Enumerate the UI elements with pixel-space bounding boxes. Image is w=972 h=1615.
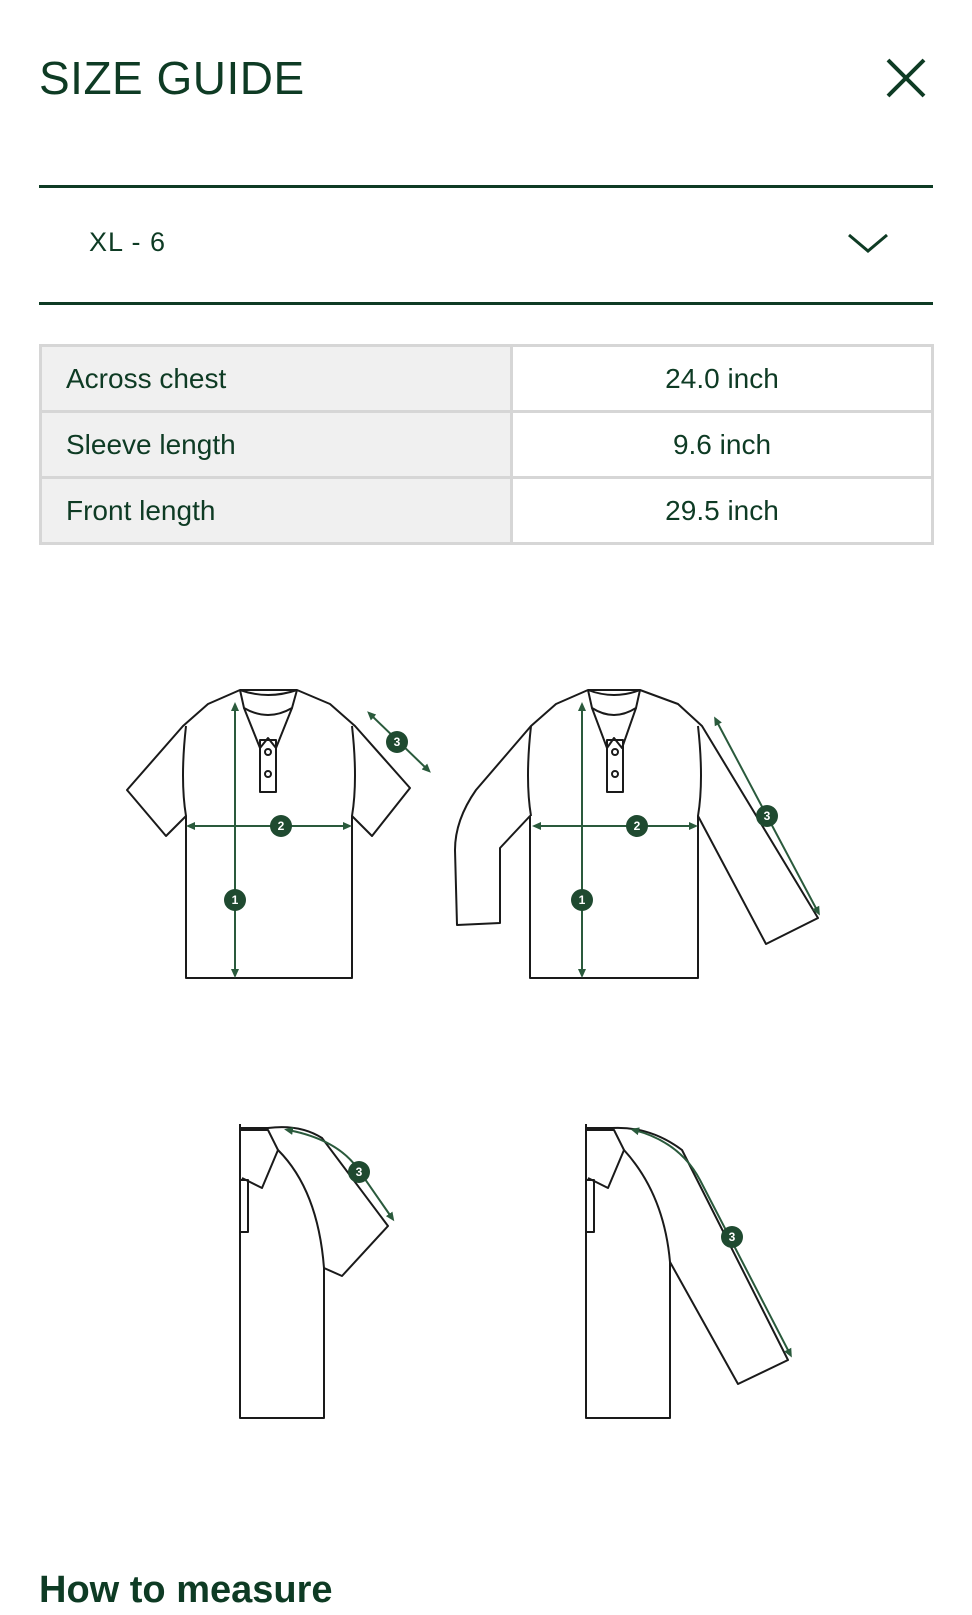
size-dropdown[interactable] (39, 188, 933, 302)
divider-bottom (39, 302, 933, 305)
svg-text:3: 3 (763, 809, 771, 823)
measurement-value: 29.5 inch (512, 478, 933, 544)
measurement-value: 9.6 inch (512, 412, 933, 478)
long-sleeve-side-illustration (586, 1124, 788, 1418)
close-icon (884, 56, 928, 100)
svg-text:2: 2 (277, 819, 285, 833)
measurements-table (39, 344, 934, 545)
table-row (41, 412, 933, 478)
marker-3-front-long (756, 805, 778, 827)
marker-3-side-long (721, 1226, 743, 1248)
page-title: SIZE GUIDE (39, 52, 305, 104)
measurement-label: Front length (41, 478, 512, 544)
svg-text:3: 3 (355, 1165, 363, 1179)
svg-text:1: 1 (578, 893, 586, 907)
svg-text:1: 1 (231, 893, 239, 907)
marker-1-front-long (571, 889, 593, 911)
short-sleeve-front-illustration (127, 690, 410, 978)
marker-3-front-short (386, 731, 408, 753)
table-row (41, 346, 933, 412)
measurement-value: 24.0 inch (512, 346, 933, 412)
marker-3-side-short (348, 1161, 370, 1183)
svg-text:3: 3 (393, 735, 401, 749)
marker-2-front-long (626, 815, 648, 837)
table-row (41, 478, 933, 544)
how-to-measure-heading: How to measure (39, 1569, 333, 1611)
close-button[interactable] (884, 56, 928, 100)
measurement-diagram (0, 680, 972, 1480)
chevron-down-icon (847, 229, 889, 257)
svg-text:2: 2 (633, 819, 641, 833)
marker-2-front-short (270, 815, 292, 837)
size-dropdown-value: XL - 6 (89, 227, 167, 257)
marker-1-front-short (224, 889, 246, 911)
measurement-label: Sleeve length (41, 412, 512, 478)
measurement-label: Across chest (41, 346, 512, 412)
svg-text:3: 3 (728, 1230, 736, 1244)
